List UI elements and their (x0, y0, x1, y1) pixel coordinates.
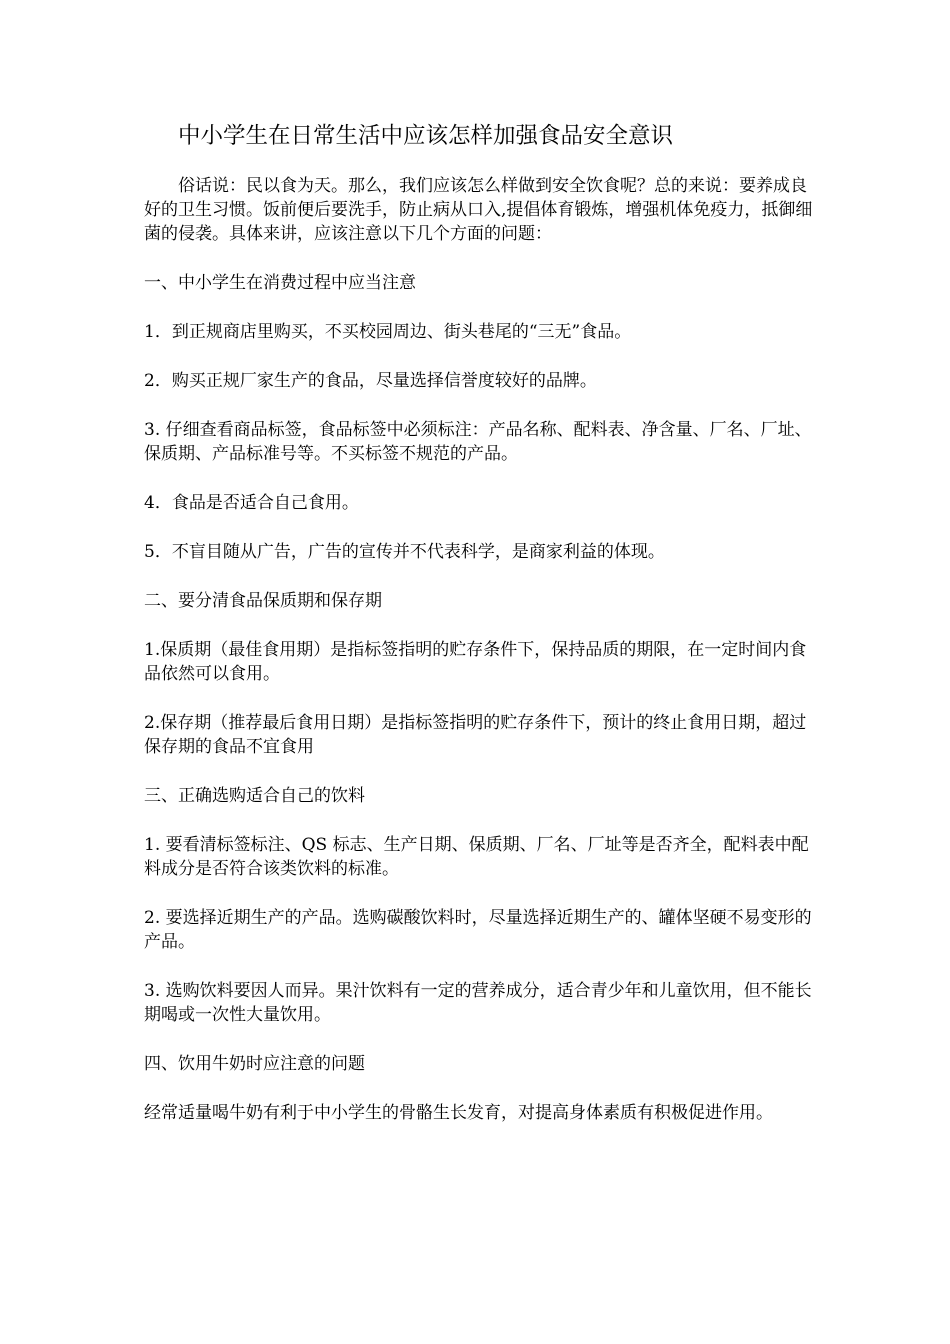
section-heading-4: 四、饮用牛奶时应注意的问题 (144, 1054, 365, 1074)
list-item: 1．到正规商店里购买，不买校园周边、街头巷尾的“三无”食品。 (144, 322, 632, 342)
document-body (144, 174, 816, 1125)
list-item: 2. 要选择近期生产的产品。选购碳酸饮料时，尽量选择近期生产的、罐体坚硬不易变形的产品。 (144, 908, 812, 952)
section-heading-1: 一、中小学生在消费过程中应当注意 (144, 273, 416, 293)
list-item: 2．购买正规厂家生产的食品，尽量选择信誉度较好的品牌。 (144, 371, 597, 391)
list-item: 3. 仔细查看商品标签，食品标签中必须标注：产品名称、配料表、净含量、厂名、厂址、保质期、产品标准号等。不买标签不规范的产品。 (144, 420, 812, 464)
section-heading-2: 二、要分清食品保质期和保存期 (144, 591, 382, 611)
intro-paragraph: 俗话说：民以食为天。那么，我们应该怎么样做到安全饮食呢？总的来说：要养成良好的卫生习惯。饭前便后要洗手，防止病从口入,提倡体育锻炼，增强机体免疫力，抵御细菌的侵袭。具体来讲，应该注意以下几个方面的问题： (144, 176, 813, 244)
list-item: 4．食品是否适合自己食用。 (144, 493, 359, 513)
list-item: 1.保质期（最佳食用期）是指标签指明的贮存条件下，保持品质的期限，在一定时间内食品依然可以食用。 (144, 640, 807, 684)
list-item: 1. 要看清标签标注、QS 标志、生产日期、保质期、厂名、厂址等是否齐全，配料表中配料成分是否符合该类饮料的标准。 (144, 835, 809, 879)
document-title: 中小学生在日常生活中应该怎样加强食品安全意识 (178, 123, 674, 149)
closing-paragraph: 经常适量喝牛奶有利于中小学生的骨骼生长发育，对提高身体素质有积极促进作用。 (144, 1103, 773, 1123)
list-item: 3. 选购饮料要因人而异。果汁饮料有一定的营养成分，适合青少年和儿童饮用，但不能长期喝或一次性大量饮用。 (144, 981, 812, 1025)
list-item: 5．不盲目随从广告，广告的宣传并不代表科学，是商家利益的体现。 (144, 542, 665, 562)
section-heading-3: 三、正确选购适合自己的饮料 (144, 786, 365, 806)
list-item: 2.保存期（推荐最后食用日期）是指标签指明的贮存条件下，预计的终止食用日期，超过保存期的食品不宜食用 (144, 713, 807, 757)
